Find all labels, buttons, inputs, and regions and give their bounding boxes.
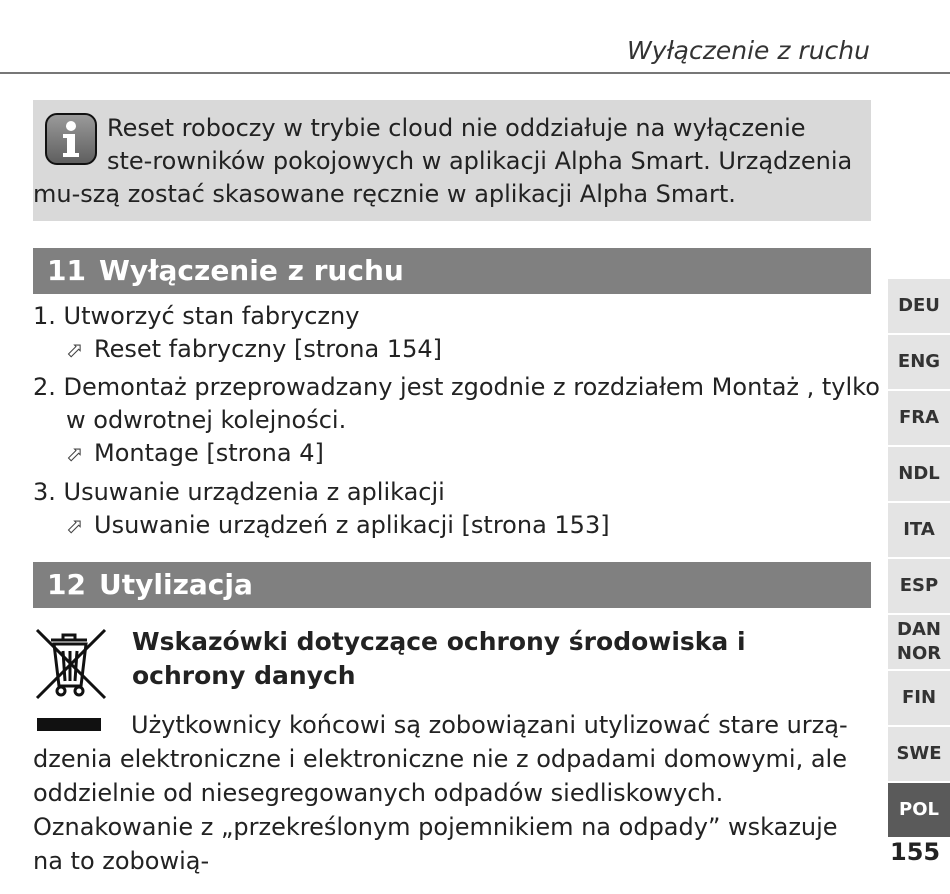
- step-1-reference-link[interactable]: Reset fabryczny [strona 154]: [94, 335, 442, 363]
- step-2-reference-link[interactable]: Montage [strona 4]: [94, 439, 324, 467]
- language-tab-swe[interactable]: SWE: [888, 727, 950, 781]
- language-tab-deu[interactable]: DEU: [888, 279, 950, 333]
- info-note-box: [33, 100, 871, 221]
- section-12-number: 12: [47, 568, 86, 601]
- step-2-reference[interactable]: [66, 437, 324, 471]
- language-tab-ndl[interactable]: NDL: [888, 447, 950, 501]
- section-11-title: Wyłączenie z ruchu: [99, 254, 404, 287]
- section-12-title: Utylizacja: [99, 568, 253, 601]
- step-2-text-line2: w odwrotnej kolejności.: [66, 406, 347, 434]
- section-11-heading: [33, 248, 871, 294]
- info-note-text: Reset roboczy w trybie cloud nie oddziałuje na wyłączenie ste-rowników pokojowych w aplikacji Alpha Smart. Urządzenia mu-szą zostać skasowane ręcznie w aplikacji Alpha Smart.: [33, 114, 853, 208]
- step-3-text: 3. Usuwanie urządzenia z aplikacji: [33, 478, 445, 506]
- language-tab-fra[interactable]: FRA: [888, 391, 950, 445]
- section-11-number: 11: [47, 254, 86, 287]
- header-divider: [0, 72, 950, 74]
- language-tab-eng[interactable]: ENG: [888, 335, 950, 389]
- reference-arrow-icon: ⬀: [66, 442, 84, 466]
- step-2-text-line1: 2. Demontaż przeprowadzany jest zgodnie z rozdziałem Montaż , tylko: [33, 373, 880, 401]
- step-3-reference-link[interactable]: Usuwanie urządzeń z aplikacji [strona 153]: [94, 511, 610, 539]
- section-12-subheading: Wskazówki dotyczące ochrony środowiska i ochrony danych: [132, 627, 746, 690]
- language-tab-ita[interactable]: ITA: [888, 503, 950, 557]
- step-1-reference[interactable]: [66, 333, 442, 367]
- language-tab-fin[interactable]: FIN: [888, 671, 950, 725]
- crossed-out-bin-icon: [33, 626, 109, 702]
- step-3-reference[interactable]: [66, 509, 610, 543]
- section-12-heading: [33, 562, 871, 608]
- reference-arrow-icon: ⬀: [66, 338, 84, 362]
- language-tab-pol[interactable]: POL: [888, 783, 950, 837]
- reference-arrow-icon: ⬀: [66, 514, 84, 538]
- language-tab-dan-nor[interactable]: DAN NOR: [888, 615, 950, 669]
- step-1-text: 1. Utworzyć stan fabryczny: [33, 302, 360, 330]
- language-tab-esp[interactable]: ESP: [888, 559, 950, 613]
- page-number: 155: [890, 838, 941, 866]
- section-12-paragraph: Użytkownicy końcowi są zobowiązani utylizować stare urzą-dzenia elektroniczne i elektroniczne nie z odpadami domowymi, ale oddzielnie od niesegregowanych odpadów siedliskowych. Oznakowanie z „przekreślonym pojemnikiem na odpady” wskazuje na to zobowią-: [33, 711, 848, 875]
- page-header-title: Wyłączenie z ruchu: [626, 36, 870, 65]
